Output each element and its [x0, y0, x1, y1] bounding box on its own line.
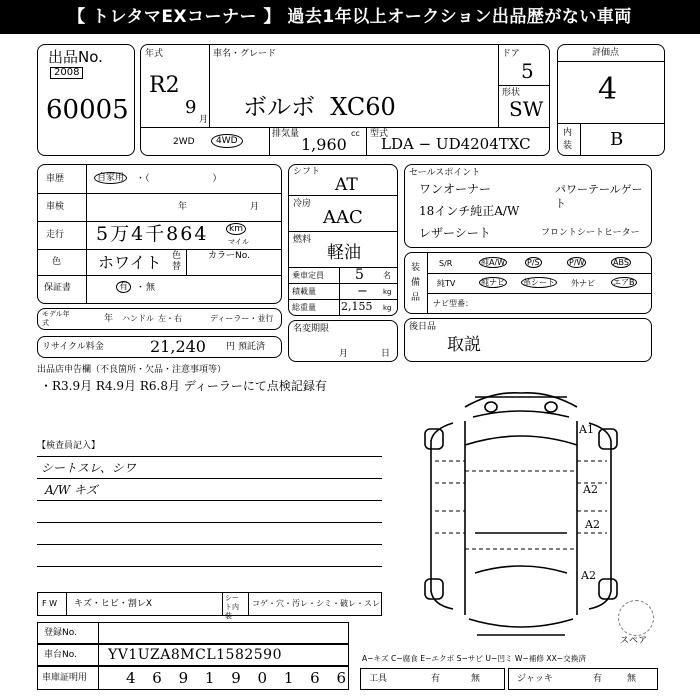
notes-value: ・R3.9月 R4.9月 R6.8月 ディーラーにて点検記録有 [40, 379, 327, 393]
equipment-box [404, 252, 652, 314]
inspection-month: 月 [250, 202, 260, 212]
registration-label: 登録No. [44, 628, 77, 638]
color-code-label: カラーNo. [208, 251, 250, 261]
damage-mark: A2 [581, 569, 596, 582]
doors-label: ドア [502, 49, 520, 59]
sales-point-item: フロントシートヒーター [541, 228, 640, 238]
lot-box [37, 44, 135, 156]
capacity-label: 乗車定員 [292, 271, 324, 280]
sales-point-item: ワンオーナー [419, 182, 492, 196]
fw-box [37, 592, 382, 620]
warranty-no: 無 [146, 283, 156, 293]
name-value: ボルボ XC60 [243, 93, 396, 121]
equip-sr: S/R [439, 259, 453, 268]
notes-label: 出品店申告欄（不良箇所・欠品・注意事項等） [37, 365, 227, 375]
sales-points-box [404, 164, 652, 248]
model-year-box [37, 308, 282, 330]
warranty-sep: ・ [136, 283, 146, 293]
specs-box [288, 164, 398, 316]
inspection-label: 車検 [46, 202, 65, 212]
jack-label: ジャッキ [517, 674, 553, 684]
recycle-value: 21,240 [150, 337, 206, 356]
equip-ext-navi: 外ナビ [571, 279, 595, 288]
equip-ps: P/S [527, 258, 540, 267]
inspector-line: シートスレ、シワ [41, 461, 136, 475]
car-damage-diagram [405, 383, 650, 648]
equipment-label: 装備品 [411, 263, 421, 303]
recycle-status: 預託済 [238, 342, 266, 352]
load-unit: kg [383, 288, 392, 296]
shift-value: AT [335, 175, 358, 195]
cooling-label: 冷房 [293, 199, 312, 209]
cert-value: 4 6 9 1 9 0 1 6 6 [126, 669, 353, 687]
mileage-value: 5万4千864 [96, 223, 209, 245]
tools-label: 工具 [369, 674, 388, 684]
mileage-unit-mile: マイル [228, 238, 249, 246]
lot-label: 出品No. [48, 48, 103, 66]
damage-mark: A2 [585, 518, 600, 531]
handle-label: ハンドル [122, 314, 154, 323]
spare-tire-icon [618, 600, 654, 636]
load-label: 積載量 [292, 287, 316, 296]
sales-point-item: パワーテールゲート [555, 183, 643, 210]
weight-label: 総重量 [292, 303, 316, 312]
score-value: 4 [598, 72, 618, 107]
tools-yes: 有 [431, 674, 441, 684]
chassis-value: YV1UZA8MCL1582590 [108, 647, 282, 663]
navi-model-label: ナビ型番： [433, 299, 473, 308]
displacement-label: 排気量 [272, 129, 300, 139]
handle-value: 左・右 [158, 314, 182, 323]
seat-items: コゲ・穴・汚レ・シミ・破レ・スレ [252, 599, 380, 608]
year-label: 年式 [145, 49, 164, 59]
drive-2wd: 2WD [173, 137, 195, 147]
doors-value: 5 [521, 59, 534, 83]
name-change-label: 名変期限 [293, 324, 330, 334]
model-year-label: モデル年式 [42, 310, 70, 327]
sales-point-item: 18インチ純正A/W [419, 204, 520, 218]
seat-label: シート内装 [225, 594, 239, 620]
equip-abs: ABS [613, 258, 629, 267]
mileage-label: 走行 [46, 230, 65, 240]
color-value: ホワイト [98, 253, 162, 272]
registration-box [37, 622, 349, 644]
sales-point-item: レザーシート [419, 226, 491, 240]
shift-label: シフト [293, 167, 321, 177]
interior-value: B [610, 129, 624, 150]
name-label: 車名・グレード [213, 49, 277, 59]
capacity-unit: 名 [383, 271, 391, 280]
color-label: 色 [52, 257, 62, 267]
interior-label: 内装 [563, 128, 573, 151]
spare-label: スペア [620, 636, 648, 646]
fuel-value: 軽油 [327, 243, 361, 263]
month-value: 9 [185, 97, 197, 118]
jack-no: 無 [627, 674, 637, 684]
fuel-label: 燃料 [293, 235, 312, 245]
tools-no: 無 [471, 674, 481, 684]
dealer-value: ディーラー・並行 [210, 314, 274, 323]
name-change-day: 日 [381, 349, 391, 359]
recycle-label: リサイクル料金 [42, 342, 104, 352]
lot-number: 60005 [46, 95, 129, 125]
name-change-box [288, 320, 398, 362]
recycle-unit: 円 [226, 342, 236, 352]
damage-mark: A2 [583, 483, 598, 496]
fw-label: F W [42, 599, 58, 608]
displacement-value: 1,960 [301, 135, 347, 154]
cert-box [37, 666, 353, 690]
warranty-label: 保証書 [44, 283, 72, 293]
cert-label: 車庫証明用 [42, 673, 88, 683]
drive-4wd: 4WD [211, 134, 243, 148]
docs-label: 後日品 [409, 322, 437, 332]
recycle-box [37, 336, 282, 358]
capacity-value: 5 [355, 267, 364, 283]
jack-box [508, 668, 658, 690]
model-label: 型式 [370, 129, 389, 139]
model-value: LDA − UD4204TXC [381, 135, 531, 153]
fw-items: キズ・ヒビ・割レX [74, 599, 152, 609]
model-year-unit: 年 [104, 314, 114, 324]
docs-box [404, 318, 652, 362]
chassis-label: 車台No. [44, 650, 77, 660]
color-change-label: 色替 [172, 251, 182, 272]
sales-points-label: セールスポイント [409, 168, 481, 178]
inspector-line: A/W キズ [45, 483, 98, 497]
equip-airbag: エアB [613, 278, 635, 287]
lot-year-tag: 2008 [50, 67, 83, 79]
equip-aw: 純A/W [481, 258, 506, 267]
history-label: 車歴 [46, 174, 65, 184]
history-extra: ・（ ） [136, 174, 222, 184]
damage-legend: A−キズ C−腐食 E−エクボ S−サビ U−凹ミ W−補修 XX−交換済 [362, 654, 586, 663]
vehicle-box [140, 44, 550, 156]
jack-yes: 有 [593, 674, 603, 684]
docs-value: 取説 [447, 335, 481, 355]
shape-label: 形状 [502, 88, 521, 98]
info-box [37, 164, 282, 304]
tools-box [360, 668, 505, 690]
equip-leather: 革シート [523, 278, 555, 287]
chassis-box [37, 644, 349, 666]
load-value: − [357, 284, 368, 299]
month-unit: 月 [199, 115, 209, 125]
inspector-label: 【検査員記入】 [37, 441, 101, 451]
history-value: 自家用 [94, 172, 127, 184]
shape-value: SW [509, 97, 544, 121]
grade-box [557, 44, 665, 156]
year-value: R2 [149, 73, 180, 98]
equip-tv: 純TV [437, 279, 456, 288]
damage-mark: A1 [579, 423, 594, 436]
weight-value: 2,155 [341, 300, 373, 313]
cooling-value: AAC [323, 207, 363, 228]
mileage-unit-km: km [226, 223, 246, 235]
equip-pw: P/W [569, 258, 585, 267]
score-label: 評価点 [592, 48, 620, 58]
displacement-unit: cc [351, 129, 360, 138]
warranty-yes: 有 [116, 281, 131, 293]
page-header: 【 トレタマEXコーナー 】 過去1年以上オークション出品歴がない車両 [0, 0, 700, 34]
name-change-month: 月 [339, 349, 349, 359]
equip-navi: 純ナビ [481, 278, 505, 287]
inspection-year: 年 [178, 202, 188, 212]
weight-unit: kg [383, 304, 392, 312]
